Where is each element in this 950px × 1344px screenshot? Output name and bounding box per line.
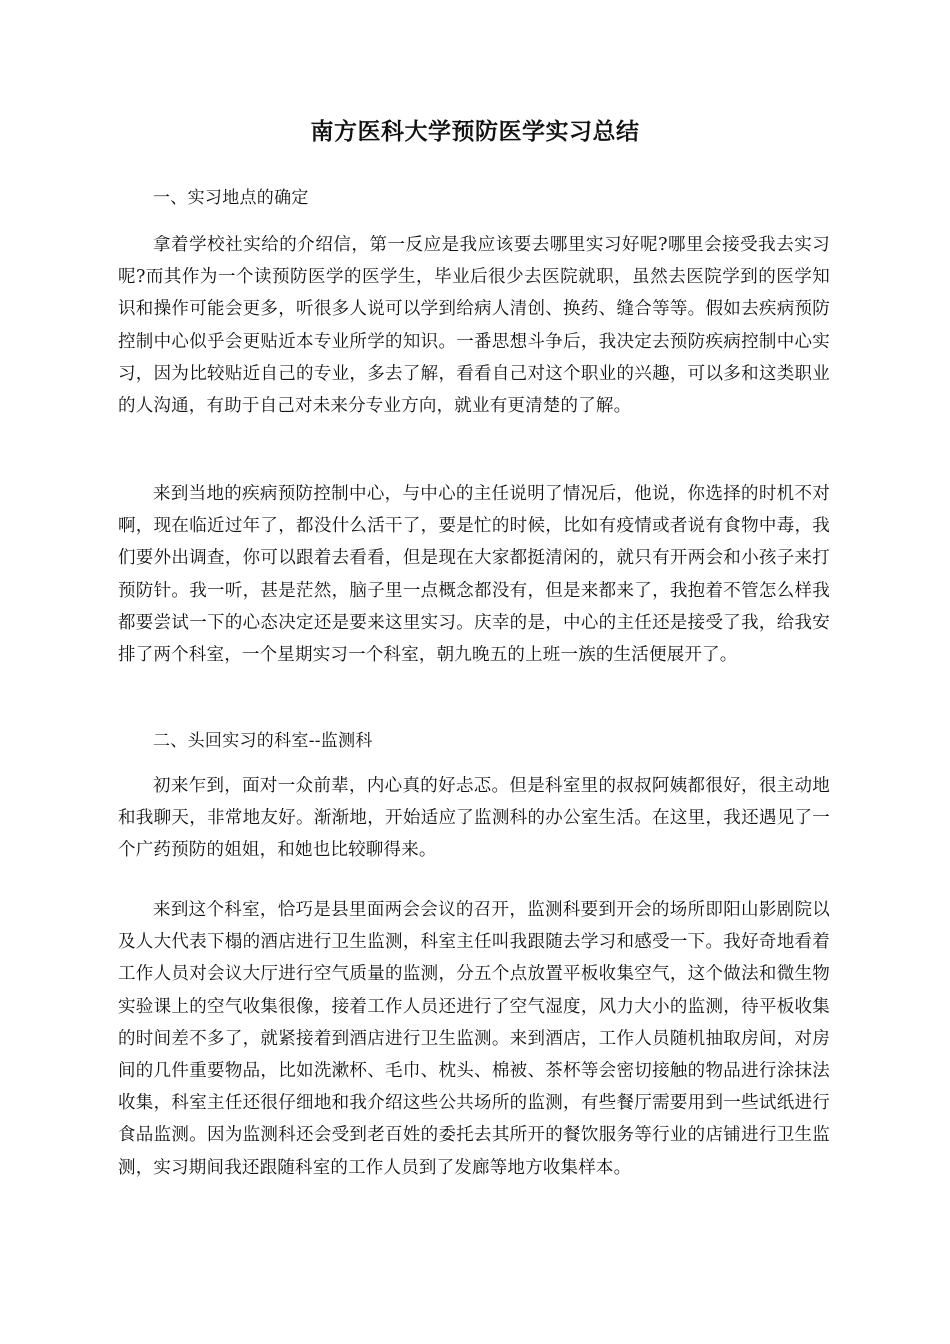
section-2-paragraph-2: 来到这个科室，恰巧是县里面两会会议的召开，监测科要到开会的场所即阳山影剧院以及人大代表下榻的酒店进行卫生监测，科室主任叫我跟随去学习和感受一下。我好奇地看着工作人员对会议大厅进行空气质量的监测，分五个点放置平板收集空气，这个做法和微生物实验课上的空气收集很像，接着工作人员还进行了空气湿度，风力大小的监测，待平板收集的时间差不多了，就紧接着到酒店进行卫生监测。来到酒店，工作人员随机抽取房间，对房间的几件重要物品，比如洗漱杯、毛巾、枕头、棉被、茶杯等会密切接触的物品进行涂抹法收集，科室主任还很仔细地和我介绍这些公共场所的监测，有些餐厅需要用到一些试纸进行食品监测。因为监测科还会受到老百姓的委托去其所开的餐饮服务等行业的店铺进行卫生监测，实习期间我还跟随科室的工作人员到了发廊等地方收集样本。 — [118, 900, 830, 1178]
section-2-paragraph-1: 初来乍到，面对一众前辈，内心真的好忐忑。但是科室里的叔叔阿姨都很好，很主动地和我聊天，非常地友好。渐渐地，开始适应了监测科的办公室生活。在这里，我还遇见了一个广药预防的姐姐，和她也比较聊得来。 — [118, 776, 830, 861]
section-heading-1: 一、实习地点的确定 — [153, 188, 309, 208]
section-1-paragraph-2: 来到当地的疾病预防控制中心，与中心的主任说明了情况后，他说，你选择的时机不对啊，现在临近过年了，都没什么活干了，要是忙的时候，比如有疫情或者说有食物中毒，我们要外出调查，你可以跟着去看看，但是现在大家都挺清闲的，就只有开两会和小孩子来打预防针。我一听，甚是茫然，脑子里一点概念都没有，但是来都来了，我抱着不管怎么样我都要尝试一下的心态决定还是要来这里实习。庆幸的是，中心的主任还是接受了我，给我安排了两个科室，一个星期实习一个科室，朝九晚五的上班一族的生活便展开了。 — [118, 484, 830, 666]
document-title: 南方医科大学预防医学实习总结 — [310, 119, 640, 145]
section-heading-2: 二、头回实习的科室--监测科 — [153, 731, 373, 751]
section-1-paragraph-1: 拿着学校社实给的介绍信，第一反应是我应该要去哪里实习好呢?哪里会接受我去实习呢?而其作为一个读预防医学的医学生，毕业后很少去医院就职，虽然去医院学到的医学知识和操作可能会更多，听很多人说可以学到给病人清创、换药、缝合等等。假如去疾病预防控制中心似乎会更贴近本专业所学的知识。一番思想斗争后，我决定去预防疾病控制中心实习，因为比较贴近自己的专业，多去了解，看看自己对这个职业的兴趣，可以多和这类职业的人沟通，有助于自己对未来分专业方向，就业有更清楚的了解。 — [118, 235, 830, 417]
